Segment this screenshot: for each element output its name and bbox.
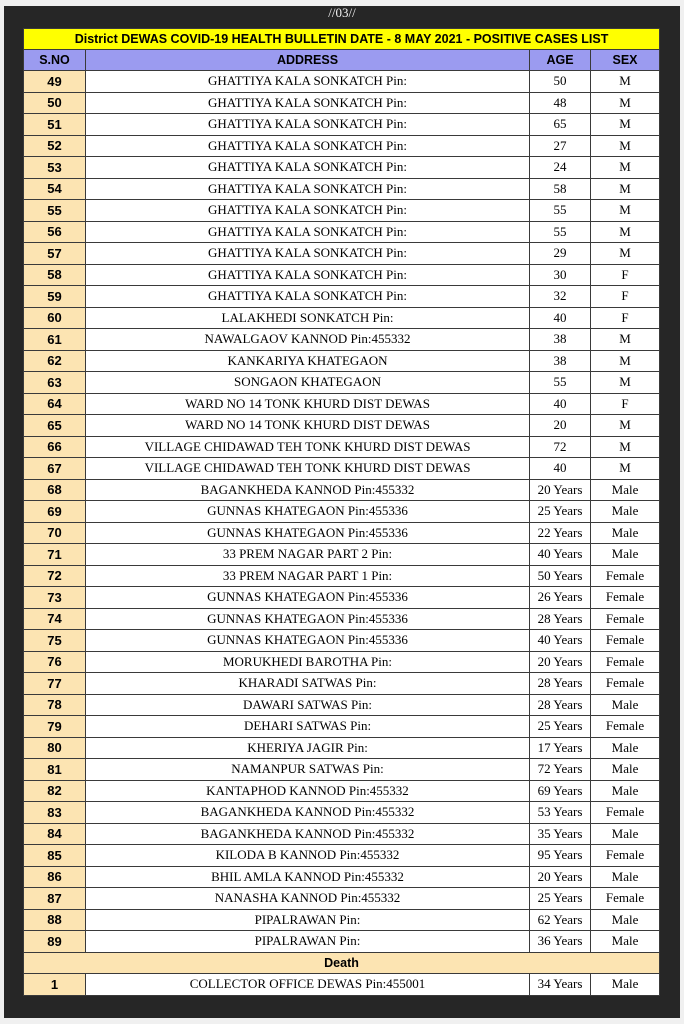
- cases-body: [24, 71, 660, 953]
- cell-sex: M: [591, 221, 660, 243]
- cell-address: GHATTIYA KALA SONKATCH Pin:: [86, 264, 530, 286]
- table-row: [24, 759, 660, 781]
- cell-sno: 71: [24, 544, 86, 566]
- cell-sex: Female: [591, 608, 660, 630]
- cell-address: 33 PREM NAGAR PART 1 Pin:: [86, 565, 530, 587]
- death-body: [24, 952, 660, 995]
- cell-sno: 61: [24, 329, 86, 351]
- column-header-sno: S.NO: [24, 50, 86, 71]
- bulletin-title: District DEWAS COVID-19 HEALTH BULLETIN DATE - 8 MAY 2021 - POSITIVE CASES LIST: [24, 29, 660, 50]
- table-row: [24, 845, 660, 867]
- page-number: //03//: [328, 5, 356, 20]
- cell-sex: Male: [591, 823, 660, 845]
- cell-address: GUNNAS KHATEGAON Pin:455336: [86, 608, 530, 630]
- cell-address: GHATTIYA KALA SONKATCH Pin:: [86, 135, 530, 157]
- cell-sno: 54: [24, 178, 86, 200]
- cell-sex: Male: [591, 737, 660, 759]
- cell-address: DEHARI SATWAS Pin:: [86, 716, 530, 738]
- table-row: [24, 243, 660, 265]
- cell-age: 35 Years: [530, 823, 591, 845]
- cell-address: NANASHA KANNOD Pin:455332: [86, 888, 530, 910]
- cell-address: GHATTIYA KALA SONKATCH Pin:: [86, 71, 530, 93]
- table-row: [24, 823, 660, 845]
- cell-sno: 84: [24, 823, 86, 845]
- cell-address: KANTAPHOD KANNOD Pin:455332: [86, 780, 530, 802]
- cell-sno: 64: [24, 393, 86, 415]
- cell-sno: 77: [24, 673, 86, 695]
- cell-age: 53 Years: [530, 802, 591, 824]
- cell-sex: Female: [591, 630, 660, 652]
- table-row: [24, 178, 660, 200]
- table-row: [24, 135, 660, 157]
- death-section-header: [24, 952, 660, 974]
- cell-sno: 67: [24, 458, 86, 480]
- table-row: [24, 651, 660, 673]
- cell-address: BAGANKHEDA KANNOD Pin:455332: [86, 479, 530, 501]
- cell-age: 38: [530, 350, 591, 372]
- cell-address: LALAKHEDI SONKATCH Pin:: [86, 307, 530, 329]
- cell-address: KHARADI SATWAS Pin:: [86, 673, 530, 695]
- cell-sex: Male: [591, 866, 660, 888]
- cell-age: 55: [530, 372, 591, 394]
- cell-age: 20 Years: [530, 866, 591, 888]
- cell-age: 26 Years: [530, 587, 591, 609]
- cell-sno: 70: [24, 522, 86, 544]
- cell-sno: 86: [24, 866, 86, 888]
- cell-age: 30: [530, 264, 591, 286]
- cell-sex: M: [591, 114, 660, 136]
- cell-sno: 83: [24, 802, 86, 824]
- cell-sex: M: [591, 436, 660, 458]
- cell-sno: 66: [24, 436, 86, 458]
- table-row: [24, 436, 660, 458]
- cell-sno: 69: [24, 501, 86, 523]
- positive-cases-table: [23, 28, 660, 996]
- cell-sno: 49: [24, 71, 86, 93]
- table-row: [24, 114, 660, 136]
- cell-sno: 68: [24, 479, 86, 501]
- table-row: [24, 92, 660, 114]
- cell-age: 17 Years: [530, 737, 591, 759]
- cell-sno: 75: [24, 630, 86, 652]
- cell-sex: Female: [591, 565, 660, 587]
- cell-sex: Male: [591, 544, 660, 566]
- cell-age: 65: [530, 114, 591, 136]
- cell-sex: Male: [591, 780, 660, 802]
- table-row: [24, 694, 660, 716]
- cell-age: 62 Years: [530, 909, 591, 931]
- cell-sno: 65: [24, 415, 86, 437]
- cell-sno: 50: [24, 92, 86, 114]
- cell-sex: Male: [591, 909, 660, 931]
- cell-age: 28 Years: [530, 673, 591, 695]
- table-row: [24, 71, 660, 93]
- cell-address: GUNNAS KHATEGAON Pin:455336: [86, 522, 530, 544]
- cell-address: GUNNAS KHATEGAON Pin:455336: [86, 587, 530, 609]
- cell-sno: 55: [24, 200, 86, 222]
- cell-sex: F: [591, 264, 660, 286]
- death-section-label: Death: [24, 952, 660, 974]
- table-row: [24, 587, 660, 609]
- cell-address: VILLAGE CHIDAWAD TEH TONK KHURD DIST DEWAS: [86, 458, 530, 480]
- column-header-age: AGE: [530, 50, 591, 71]
- cell-sex: M: [591, 372, 660, 394]
- cell-age: 72 Years: [530, 759, 591, 781]
- cell-age: 20 Years: [530, 651, 591, 673]
- table-row: [24, 716, 660, 738]
- cell-sno: 88: [24, 909, 86, 931]
- cell-sno: 80: [24, 737, 86, 759]
- table-row: [24, 909, 660, 931]
- table-row: [24, 780, 660, 802]
- cell-sex: M: [591, 135, 660, 157]
- table-row: [24, 307, 660, 329]
- cell-address: NAWALGAOV KANNOD Pin:455332: [86, 329, 530, 351]
- cell-sex: Female: [591, 587, 660, 609]
- cell-sex: Male: [591, 501, 660, 523]
- cell-sno: 81: [24, 759, 86, 781]
- cell-age: 28 Years: [530, 608, 591, 630]
- cell-sno: 59: [24, 286, 86, 308]
- cell-sex: Male: [591, 694, 660, 716]
- cell-address: VILLAGE CHIDAWAD TEH TONK KHURD DIST DEWAS: [86, 436, 530, 458]
- cell-address: 33 PREM NAGAR PART 2 Pin:: [86, 544, 530, 566]
- cell-address: PIPALRAWAN Pin:: [86, 931, 530, 953]
- table-row: [24, 522, 660, 544]
- cell-sex: Female: [591, 716, 660, 738]
- cell-age: 36 Years: [530, 931, 591, 953]
- cell-address: GHATTIYA KALA SONKATCH Pin:: [86, 157, 530, 179]
- cell-address: KILODA B KANNOD Pin:455332: [86, 845, 530, 867]
- table-row: [24, 458, 660, 480]
- cell-age: 95 Years: [530, 845, 591, 867]
- table-row: [24, 630, 660, 652]
- cell-age: 72: [530, 436, 591, 458]
- cell-sex: F: [591, 286, 660, 308]
- cell-address: KANKARIYA KHATEGAON: [86, 350, 530, 372]
- cell-sex: M: [591, 329, 660, 351]
- cell-sno: 56: [24, 221, 86, 243]
- table-row: [24, 673, 660, 695]
- table-row: [24, 286, 660, 308]
- table-row: [24, 888, 660, 910]
- cell-age: 58: [530, 178, 591, 200]
- cell-age: 69 Years: [530, 780, 591, 802]
- cell-sno: 63: [24, 372, 86, 394]
- cell-sno: 76: [24, 651, 86, 673]
- cell-sno: 58: [24, 264, 86, 286]
- cell-sex: M: [591, 458, 660, 480]
- cell-age: 27: [530, 135, 591, 157]
- cell-age: 38: [530, 329, 591, 351]
- cell-sex: Male: [591, 759, 660, 781]
- cell-sno: 78: [24, 694, 86, 716]
- cell-age: 24: [530, 157, 591, 179]
- cell-age: 50: [530, 71, 591, 93]
- table-row: [24, 415, 660, 437]
- column-header-sex: SEX: [591, 50, 660, 71]
- cell-sex: Male: [591, 479, 660, 501]
- cell-age: 55: [530, 221, 591, 243]
- cell-age: 40 Years: [530, 544, 591, 566]
- table-row: [24, 866, 660, 888]
- cell-address: BAGANKHEDA KANNOD Pin:455332: [86, 823, 530, 845]
- cell-address: GHATTIYA KALA SONKATCH Pin:: [86, 286, 530, 308]
- cell-sno: 87: [24, 888, 86, 910]
- table-row: [24, 350, 660, 372]
- table-row: [24, 802, 660, 824]
- cell-age: 40: [530, 458, 591, 480]
- cell-address: GHATTIYA KALA SONKATCH Pin:: [86, 221, 530, 243]
- cell-sno: 74: [24, 608, 86, 630]
- cell-sex: M: [591, 178, 660, 200]
- cell-age: 55: [530, 200, 591, 222]
- cell-sex: M: [591, 200, 660, 222]
- cell-sex: M: [591, 157, 660, 179]
- cell-address: GHATTIYA KALA SONKATCH Pin:: [86, 92, 530, 114]
- cell-sno: 57: [24, 243, 86, 265]
- table-row: [24, 200, 660, 222]
- cell-address: KHERIYA JAGIR Pin:: [86, 737, 530, 759]
- cell-age: 48: [530, 92, 591, 114]
- cell-address: NAMANPUR SATWAS Pin:: [86, 759, 530, 781]
- table-row: [24, 157, 660, 179]
- cell-sex: Female: [591, 673, 660, 695]
- cell-age: 32: [530, 286, 591, 308]
- cell-sno: 79: [24, 716, 86, 738]
- cell-address: PIPALRAWAN Pin:: [86, 909, 530, 931]
- cell-sex: Female: [591, 651, 660, 673]
- cell-address: GUNNAS KHATEGAON Pin:455336: [86, 630, 530, 652]
- column-header-address: ADDRESS: [86, 50, 530, 71]
- cell-sno: 73: [24, 587, 86, 609]
- cell-sex: M: [591, 415, 660, 437]
- cell-sex: F: [591, 393, 660, 415]
- cell-sex: M: [591, 243, 660, 265]
- cell-age: 20: [530, 415, 591, 437]
- cell-address: GHATTIYA KALA SONKATCH Pin:: [86, 243, 530, 265]
- cell-sex: Male: [591, 974, 660, 996]
- table-row: [24, 608, 660, 630]
- cell-address: GUNNAS KHATEGAON Pin:455336: [86, 501, 530, 523]
- cell-age: 25 Years: [530, 716, 591, 738]
- cell-sex: Male: [591, 931, 660, 953]
- table-row: [24, 329, 660, 351]
- cell-sno: 1: [24, 974, 86, 996]
- table-row: [24, 565, 660, 587]
- cell-sno: 82: [24, 780, 86, 802]
- cell-sno: 51: [24, 114, 86, 136]
- cell-age: 40 Years: [530, 630, 591, 652]
- cell-age: 20 Years: [530, 479, 591, 501]
- cell-sex: Female: [591, 888, 660, 910]
- table-row: [24, 479, 660, 501]
- cell-age: 29: [530, 243, 591, 265]
- cell-address: BAGANKHEDA KANNOD Pin:455332: [86, 802, 530, 824]
- cell-sno: 62: [24, 350, 86, 372]
- cell-sno: 52: [24, 135, 86, 157]
- cell-age: 22 Years: [530, 522, 591, 544]
- cell-address: MORUKHEDI BAROTHA Pin:: [86, 651, 530, 673]
- cell-sno: 85: [24, 845, 86, 867]
- table-row: [24, 393, 660, 415]
- cell-age: 40: [530, 307, 591, 329]
- cell-sex: M: [591, 350, 660, 372]
- table-row: [24, 974, 660, 996]
- cell-address: DAWARI SATWAS Pin:: [86, 694, 530, 716]
- cell-address: WARD NO 14 TONK KHURD DIST DEWAS: [86, 415, 530, 437]
- cell-sno: 60: [24, 307, 86, 329]
- cell-address: COLLECTOR OFFICE DEWAS Pin:455001: [86, 974, 530, 996]
- cell-age: 25 Years: [530, 501, 591, 523]
- table-row: [24, 372, 660, 394]
- cell-sno: 89: [24, 931, 86, 953]
- cell-address: GHATTIYA KALA SONKATCH Pin:: [86, 114, 530, 136]
- cell-address: SONGAON KHATEGAON: [86, 372, 530, 394]
- table-row: [24, 501, 660, 523]
- cell-age: 40: [530, 393, 591, 415]
- cell-address: GHATTIYA KALA SONKATCH Pin:: [86, 200, 530, 222]
- cell-sex: F: [591, 307, 660, 329]
- table-row: [24, 221, 660, 243]
- table-row: [24, 737, 660, 759]
- cell-sno: 53: [24, 157, 86, 179]
- cell-address: WARD NO 14 TONK KHURD DIST DEWAS: [86, 393, 530, 415]
- cell-sex: M: [591, 71, 660, 93]
- table-row: [24, 544, 660, 566]
- cell-age: 28 Years: [530, 694, 591, 716]
- cell-address: BHIL AMLA KANNOD Pin:455332: [86, 866, 530, 888]
- cell-age: 25 Years: [530, 888, 591, 910]
- cell-age: 50 Years: [530, 565, 591, 587]
- cell-sex: M: [591, 92, 660, 114]
- cell-sno: 72: [24, 565, 86, 587]
- cell-address: GHATTIYA KALA SONKATCH Pin:: [86, 178, 530, 200]
- table-row: [24, 931, 660, 953]
- cell-sex: Male: [591, 522, 660, 544]
- cell-age: 34 Years: [530, 974, 591, 996]
- cell-sex: Female: [591, 845, 660, 867]
- cell-sex: Female: [591, 802, 660, 824]
- table-row: [24, 264, 660, 286]
